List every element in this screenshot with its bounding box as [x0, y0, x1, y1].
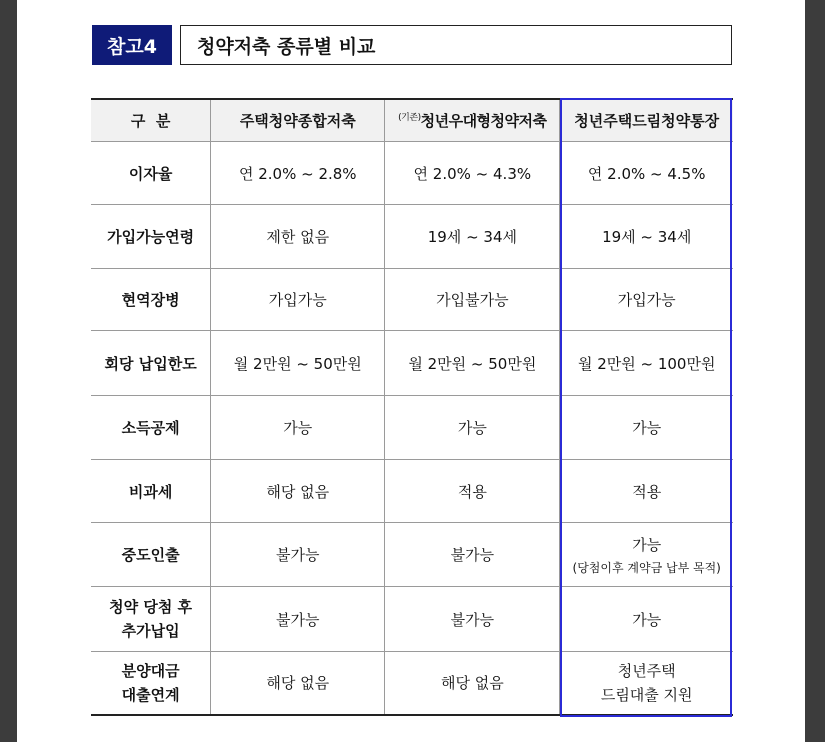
section-title: [92, 25, 732, 65]
table-cell: 월 2만원 ~ 50만원: [385, 331, 560, 396]
table-row: [91, 205, 733, 269]
table-cell: 19세 ~ 34세: [385, 205, 560, 269]
row-label: 회당 납입한도: [91, 331, 211, 396]
table-cell: 가입가능: [211, 269, 385, 331]
header-category: 구 분: [91, 99, 211, 142]
header-col-2: $^{(기존)}$청년우대형청약저축: [385, 99, 560, 142]
table-row: [91, 523, 733, 587]
header-col-3: 청년주택드림청약통장: [560, 99, 733, 142]
table-cell: 19세 ~ 34세: [560, 205, 733, 269]
table-cell: 해당 없음: [211, 652, 385, 715]
row-label: 청약 당첨 후 추가납입: [91, 587, 211, 652]
table-cell: 불가능: [211, 587, 385, 652]
table-row: [91, 396, 733, 460]
header-col-2-prefix: (기존): [398, 113, 421, 123]
table-header-row: [91, 99, 733, 142]
cell-main-text: 가능: [632, 535, 662, 554]
table-cell: 해당 없음: [385, 652, 560, 715]
row-label: 이자율: [91, 142, 211, 205]
table-row: [91, 269, 733, 331]
table-cell: 연 2.0% ~ 4.3%: [385, 142, 560, 205]
row-label: 가입가능연령: [91, 205, 211, 269]
table-cell: 해당 없음: [211, 460, 385, 523]
table-cell: 월 2만원 ~ 100만원: [560, 331, 733, 396]
table-cell: 불가능: [385, 587, 560, 652]
title-text: 청약저축 종류별 비교: [180, 25, 732, 65]
table-cell: 가능: [560, 396, 733, 460]
row-label: 비과세: [91, 460, 211, 523]
table-cell: 불가능: [211, 523, 385, 587]
table-cell: 가입가능: [560, 269, 733, 331]
table-cell: 가능: [560, 587, 733, 652]
table-cell: 청년주택 드림대출 지원: [560, 652, 733, 715]
row-label: 분양대금 대출연계: [91, 652, 211, 715]
table-cell: 적용: [385, 460, 560, 523]
comparison-table: [91, 98, 733, 716]
table-row: [91, 460, 733, 523]
table-row: [91, 652, 733, 715]
table-cell: 연 2.0% ~ 4.5%: [560, 142, 733, 205]
table-row: [91, 142, 733, 205]
header-col-1: 주택청약종합저축: [211, 99, 385, 142]
table-cell: 가능: [385, 396, 560, 460]
table-cell: 가입불가능: [385, 269, 560, 331]
table-cell: 월 2만원 ~ 50만원: [211, 331, 385, 396]
table-row: [91, 331, 733, 396]
table-cell: 가능: [211, 396, 385, 460]
row-label: 소득공제: [91, 396, 211, 460]
table-cell: 제한 없음: [211, 205, 385, 269]
table-cell: 연 2.0% ~ 2.8%: [211, 142, 385, 205]
title-badge: 참고4: [92, 25, 172, 65]
table-cell: 적용: [560, 460, 733, 523]
row-label: 현역장병: [91, 269, 211, 331]
table-row: [91, 587, 733, 652]
table-cell: [560, 523, 733, 587]
table-cell: 불가능: [385, 523, 560, 587]
cell-note: (당첨이후 계약금 납부 목적): [572, 560, 721, 575]
document-page: [17, 0, 805, 742]
row-label: 중도인출: [91, 523, 211, 587]
